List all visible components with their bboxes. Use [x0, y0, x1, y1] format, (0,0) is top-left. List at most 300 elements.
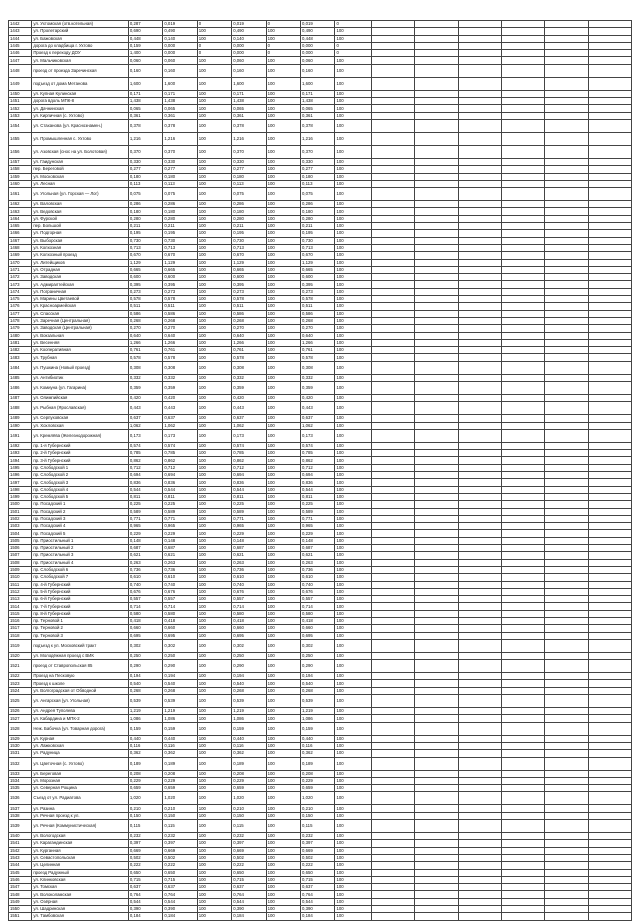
table-row — [9, 57, 632, 64]
table-cell: 100 — [266, 77, 300, 90]
table-cell: 0,195 — [232, 230, 266, 237]
table-cell: 0,150 — [128, 812, 162, 819]
table-cell: 0,578 — [128, 354, 162, 361]
empty-cell — [415, 479, 458, 486]
table-cell: 1547 — [9, 884, 32, 891]
empty-cell — [372, 252, 415, 259]
table-cell: 0,578 — [301, 354, 335, 361]
empty-cell — [588, 508, 631, 515]
table-cell: 1478 — [9, 317, 32, 324]
empty-cell — [588, 77, 631, 90]
empty-cell — [458, 274, 501, 281]
table-cell: 0,589 — [301, 508, 335, 515]
table-cell: 0,263 — [232, 559, 266, 566]
table-cell: 1,020 — [128, 792, 162, 805]
table-cell: 0,395 — [163, 281, 197, 288]
table-cell: 0,713 — [163, 244, 197, 251]
table-cell: 0,390 — [232, 906, 266, 913]
empty-cell — [372, 281, 415, 288]
table-cell: 1501 — [9, 508, 32, 515]
empty-cell — [588, 119, 631, 132]
table-row — [9, 252, 632, 259]
table-cell: 100 — [335, 450, 372, 457]
empty-cell — [415, 450, 458, 457]
table-cell: 1515 — [9, 610, 32, 617]
table-cell: 0,811 — [301, 493, 335, 500]
table-row — [9, 296, 632, 303]
empty-cell — [545, 77, 588, 90]
table-cell: 0,229 — [128, 777, 162, 784]
empty-cell — [372, 913, 415, 920]
table-cell: 1492 — [9, 442, 32, 449]
empty-cell — [415, 464, 458, 471]
empty-cell — [458, 252, 501, 259]
table-cell: 100 — [335, 625, 372, 632]
table-cell: 100 — [266, 112, 300, 119]
table-cell: 100 — [335, 325, 372, 332]
empty-cell — [501, 906, 544, 913]
empty-cell — [372, 50, 415, 57]
table-row — [9, 805, 632, 812]
empty-cell — [415, 891, 458, 898]
table-cell: 0,811 — [232, 493, 266, 500]
table-cell: 0,443 — [232, 402, 266, 415]
table-cell: 1496 — [9, 472, 32, 479]
table-cell: 100 — [197, 545, 231, 552]
table-cell: 100 — [335, 660, 372, 673]
table-cell: 0,000 — [163, 42, 197, 49]
empty-cell — [545, 28, 588, 35]
table-cell: 0,578 — [128, 296, 162, 303]
table-cell: 100 — [197, 777, 231, 784]
empty-cell — [458, 785, 501, 792]
table-cell: 0 — [335, 50, 372, 57]
table-cell: 100 — [335, 906, 372, 913]
table-cell: 0,600 — [163, 274, 197, 281]
table-body — [9, 21, 632, 921]
table-cell: 100 — [266, 310, 300, 317]
empty-cell — [458, 415, 501, 422]
table-cell: 1,219 — [163, 708, 197, 715]
empty-cell — [458, 394, 501, 401]
empty-cell — [588, 223, 631, 230]
empty-cell — [372, 90, 415, 97]
empty-cell — [545, 288, 588, 295]
table-cell: пр. Посадский 5 — [32, 530, 129, 537]
table-cell: 0,670 — [128, 252, 162, 259]
empty-cell — [588, 833, 631, 840]
empty-cell — [501, 57, 544, 64]
table-cell: 0,730 — [128, 237, 162, 244]
table-row — [9, 680, 632, 687]
table-cell: 0,578 — [232, 296, 266, 303]
table-cell: 1518 — [9, 632, 32, 639]
table-cell: 100 — [197, 869, 231, 876]
table-cell: ул. Стаханова (ул. Краснознамен.) — [32, 119, 129, 132]
table-cell: 100 — [335, 415, 372, 422]
table-row — [9, 898, 632, 905]
table-cell: 100 — [335, 188, 372, 201]
table-cell: 0,713 — [301, 244, 335, 251]
table-cell: 0,180 — [128, 208, 162, 215]
empty-cell — [588, 180, 631, 187]
table-cell: 0,189 — [301, 757, 335, 770]
table-cell: 100 — [266, 603, 300, 610]
table-cell: ул. Бажовская — [32, 35, 129, 42]
table-row — [9, 332, 632, 339]
table-cell: 100 — [197, 325, 231, 332]
table-cell: 1,438 — [128, 98, 162, 105]
empty-cell — [545, 259, 588, 266]
empty-cell — [458, 119, 501, 132]
empty-cell — [458, 862, 501, 869]
table-cell: 100 — [197, 457, 231, 464]
table-cell: 100 — [266, 625, 300, 632]
table-cell: 100 — [266, 913, 300, 920]
empty-cell — [415, 303, 458, 310]
empty-cell — [545, 632, 588, 639]
table-cell: 0,208 — [163, 770, 197, 777]
empty-cell — [545, 281, 588, 288]
table-cell: 100 — [197, 552, 231, 559]
table-cell: 100 — [197, 296, 231, 303]
empty-cell — [545, 215, 588, 222]
table-cell: 100 — [197, 145, 231, 158]
table-row — [9, 64, 632, 77]
table-cell: 0,836 — [128, 479, 162, 486]
table-cell: 0,676 — [301, 588, 335, 595]
empty-cell — [588, 332, 631, 339]
table-cell: 100 — [266, 757, 300, 770]
table-cell: 0,637 — [163, 415, 197, 422]
empty-cell — [545, 581, 588, 588]
empty-cell — [372, 35, 415, 42]
table-cell: 100 — [335, 792, 372, 805]
empty-cell — [458, 833, 501, 840]
empty-cell — [501, 559, 544, 566]
empty-cell — [415, 296, 458, 303]
empty-cell — [415, 906, 458, 913]
table-cell: 100 — [197, 188, 231, 201]
empty-cell — [588, 201, 631, 208]
table-cell: Проезд к переходу ДОУ — [32, 50, 129, 57]
empty-cell — [415, 812, 458, 819]
empty-cell — [588, 913, 631, 920]
table-cell: 0,000 — [232, 42, 266, 49]
table-cell: 1544 — [9, 862, 32, 869]
table-cell: 0,390 — [301, 906, 335, 913]
empty-cell — [545, 508, 588, 515]
empty-cell — [501, 695, 544, 708]
table-cell: 100 — [335, 332, 372, 339]
table-cell: пр. 8-й Губернский — [32, 610, 129, 617]
table-cell: 100 — [266, 515, 300, 522]
empty-cell — [501, 347, 544, 354]
table-cell: 100 — [335, 223, 372, 230]
table-cell: 100 — [197, 805, 231, 812]
table-cell: 0,210 — [163, 805, 197, 812]
table-cell: 1473 — [9, 281, 32, 288]
table-cell: 0,511 — [232, 303, 266, 310]
empty-cell — [458, 266, 501, 273]
table-cell: 0,574 — [232, 442, 266, 449]
empty-cell — [501, 119, 544, 132]
table-cell: 1540 — [9, 833, 32, 840]
table-cell: 0,418 — [301, 618, 335, 625]
table-cell: 0,640 — [301, 332, 335, 339]
empty-cell — [545, 415, 588, 422]
empty-cell — [501, 523, 544, 530]
empty-cell — [415, 715, 458, 722]
table-cell: 100 — [266, 687, 300, 694]
table-cell: ул. Целинная — [32, 862, 129, 869]
table-cell: 0,308 — [128, 361, 162, 374]
table-cell: ул. Хохловская — [32, 422, 129, 429]
table-cell: 100 — [335, 812, 372, 819]
table-cell: 100 — [266, 281, 300, 288]
table-cell: 100 — [335, 402, 372, 415]
empty-cell — [545, 545, 588, 552]
table-cell: 100 — [197, 105, 231, 112]
empty-cell — [501, 652, 544, 659]
empty-cell — [501, 237, 544, 244]
table-cell: 0,539 — [128, 695, 162, 708]
table-cell: 0,273 — [128, 288, 162, 295]
table-cell: 0,580 — [301, 610, 335, 617]
table-cell: 0,065 — [301, 105, 335, 112]
table-cell: 0,273 — [163, 288, 197, 295]
empty-cell — [501, 381, 544, 394]
table-cell: ул. Заречная (Центральная) — [32, 317, 129, 324]
empty-cell — [372, 402, 415, 415]
empty-cell — [372, 464, 415, 471]
empty-cell — [545, 119, 588, 132]
table-cell: проезд от проезда Заречинская — [32, 64, 129, 77]
table-cell: 0,448 — [301, 35, 335, 42]
empty-cell — [545, 639, 588, 652]
table-cell: ул. Лажковская — [32, 742, 129, 749]
empty-cell — [588, 472, 631, 479]
table-cell: 100 — [197, 537, 231, 544]
table-cell: 100 — [197, 588, 231, 595]
table-cell: 0,761 — [301, 347, 335, 354]
table-cell: 100 — [335, 310, 372, 317]
table-row — [9, 742, 632, 749]
empty-cell — [501, 708, 544, 715]
table-cell: 100 — [335, 884, 372, 891]
table-cell: 100 — [335, 208, 372, 215]
table-cell: дорога вдоль МПК-8 — [32, 98, 129, 105]
empty-cell — [415, 869, 458, 876]
empty-cell — [458, 374, 501, 381]
table-cell: 100 — [266, 237, 300, 244]
table-cell: ул. Речная (Коммунистическая) — [32, 820, 129, 833]
table-cell: Съезд от ул. Радиатова — [32, 792, 129, 805]
table-cell: 1451 — [9, 98, 32, 105]
empty-cell — [458, 876, 501, 883]
table-cell: 100 — [266, 854, 300, 861]
empty-cell — [458, 673, 501, 680]
empty-cell — [501, 596, 544, 603]
table-cell: 100 — [197, 574, 231, 581]
empty-cell — [372, 566, 415, 573]
table-cell: 0,589 — [232, 508, 266, 515]
empty-cell — [372, 625, 415, 632]
table-row — [9, 854, 632, 861]
table-cell: ул. Олимпийская — [32, 394, 129, 401]
empty-cell — [545, 523, 588, 530]
empty-cell — [501, 757, 544, 770]
table-cell: 100 — [197, 486, 231, 493]
empty-cell — [458, 757, 501, 770]
empty-cell — [588, 639, 631, 652]
empty-cell — [458, 288, 501, 295]
table-cell: 0,277 — [232, 166, 266, 173]
table-cell: 100 — [197, 906, 231, 913]
empty-cell — [501, 750, 544, 757]
table-cell: 0,418 — [163, 618, 197, 625]
table-cell: 0,862 — [163, 457, 197, 464]
table-cell: 100 — [266, 354, 300, 361]
empty-cell — [415, 119, 458, 132]
table-cell: 100 — [266, 742, 300, 749]
table-row — [9, 891, 632, 898]
table-row — [9, 259, 632, 266]
empty-cell — [588, 266, 631, 273]
table-cell: 0,171 — [128, 90, 162, 97]
empty-cell — [415, 566, 458, 573]
table-cell: 0,280 — [301, 215, 335, 222]
empty-cell — [588, 98, 631, 105]
roads-table — [8, 20, 632, 921]
empty-cell — [545, 90, 588, 97]
table-cell: 0,862 — [232, 457, 266, 464]
table-cell: 0,229 — [301, 777, 335, 784]
table-cell: 100 — [335, 750, 372, 757]
table-cell: 0,965 — [232, 523, 266, 530]
table-cell: 0,229 — [232, 530, 266, 537]
table-cell: 1,216 — [301, 132, 335, 145]
table-cell: 100 — [335, 158, 372, 165]
empty-cell — [415, 913, 458, 920]
table-cell: 0,150 — [301, 812, 335, 819]
table-cell: 0,075 — [301, 188, 335, 201]
empty-cell — [458, 812, 501, 819]
table-cell: 0,586 — [163, 310, 197, 317]
table-cell: 0,019 — [163, 21, 197, 28]
empty-cell — [372, 876, 415, 883]
table-cell: 100 — [197, 715, 231, 722]
empty-cell — [415, 288, 458, 295]
table-cell: 1532 — [9, 757, 32, 770]
table-cell: 100 — [335, 770, 372, 777]
empty-cell — [545, 237, 588, 244]
empty-cell — [415, 98, 458, 105]
table-cell: ул. Валовская — [32, 201, 129, 208]
table-cell: 100 — [197, 442, 231, 449]
table-cell: 1,062 — [232, 422, 266, 429]
table-cell: 0,712 — [301, 464, 335, 471]
table-cell: 1543 — [9, 854, 32, 861]
table-cell: 1491 — [9, 429, 32, 442]
table-cell: 100 — [266, 898, 300, 905]
table-cell: 0,420 — [128, 394, 162, 401]
table-cell: 100 — [197, 530, 231, 537]
table-cell: 1510 — [9, 574, 32, 581]
empty-cell — [588, 840, 631, 847]
table-cell: 100 — [266, 244, 300, 251]
table-row — [9, 750, 632, 757]
empty-cell — [372, 805, 415, 812]
table-cell: 1456 — [9, 145, 32, 158]
empty-cell — [588, 898, 631, 905]
table-cell: 0,660 — [128, 625, 162, 632]
table-cell: 0,270 — [301, 325, 335, 332]
table-cell: 0,065 — [232, 105, 266, 112]
table-cell: 1443 — [9, 28, 32, 35]
table-cell: 0,210 — [301, 805, 335, 812]
table-cell: 0,273 — [301, 288, 335, 295]
table-cell: 100 — [335, 486, 372, 493]
table-cell: 0,557 — [232, 596, 266, 603]
table-cell: 0,640 — [163, 332, 197, 339]
empty-cell — [545, 42, 588, 49]
table-row — [9, 208, 632, 215]
empty-cell — [545, 208, 588, 215]
table-cell: 0,195 — [301, 230, 335, 237]
empty-cell — [588, 252, 631, 259]
table-cell: пр. Приостильный 2 — [32, 545, 129, 552]
table-cell: 100 — [197, 394, 231, 401]
empty-cell — [501, 332, 544, 339]
table-cell: 100 — [266, 777, 300, 784]
table-cell: 100 — [197, 98, 231, 105]
table-cell: 0,208 — [301, 770, 335, 777]
table-cell: 0,378 — [163, 119, 197, 132]
table-row — [9, 180, 632, 187]
empty-cell — [415, 603, 458, 610]
table-cell: 100 — [197, 374, 231, 381]
empty-cell — [588, 523, 631, 530]
table-cell: 100 — [335, 252, 372, 259]
table-cell: 0,440 — [128, 735, 162, 742]
table-cell: 0,544 — [232, 898, 266, 905]
empty-cell — [458, 28, 501, 35]
table-cell: 1541 — [9, 840, 32, 847]
table-cell: 100 — [266, 472, 300, 479]
empty-cell — [415, 158, 458, 165]
table-cell: 0,511 — [128, 303, 162, 310]
table-cell: 0,713 — [128, 244, 162, 251]
table-cell: 100 — [197, 347, 231, 354]
table-row — [9, 588, 632, 595]
table-cell: 1454 — [9, 119, 32, 132]
table-row — [9, 833, 632, 840]
table-cell: 0,370 — [163, 145, 197, 158]
table-cell: 100 — [266, 303, 300, 310]
empty-cell — [372, 847, 415, 854]
table-cell: 0,690 — [128, 28, 162, 35]
table-cell: 1444 — [9, 35, 32, 42]
table-cell: 0,578 — [163, 296, 197, 303]
table-row — [9, 415, 632, 422]
empty-cell — [458, 64, 501, 77]
empty-cell — [501, 869, 544, 876]
empty-cell — [458, 523, 501, 530]
table-cell: 100 — [266, 274, 300, 281]
table-cell: 0,736 — [163, 566, 197, 573]
empty-cell — [415, 77, 458, 90]
